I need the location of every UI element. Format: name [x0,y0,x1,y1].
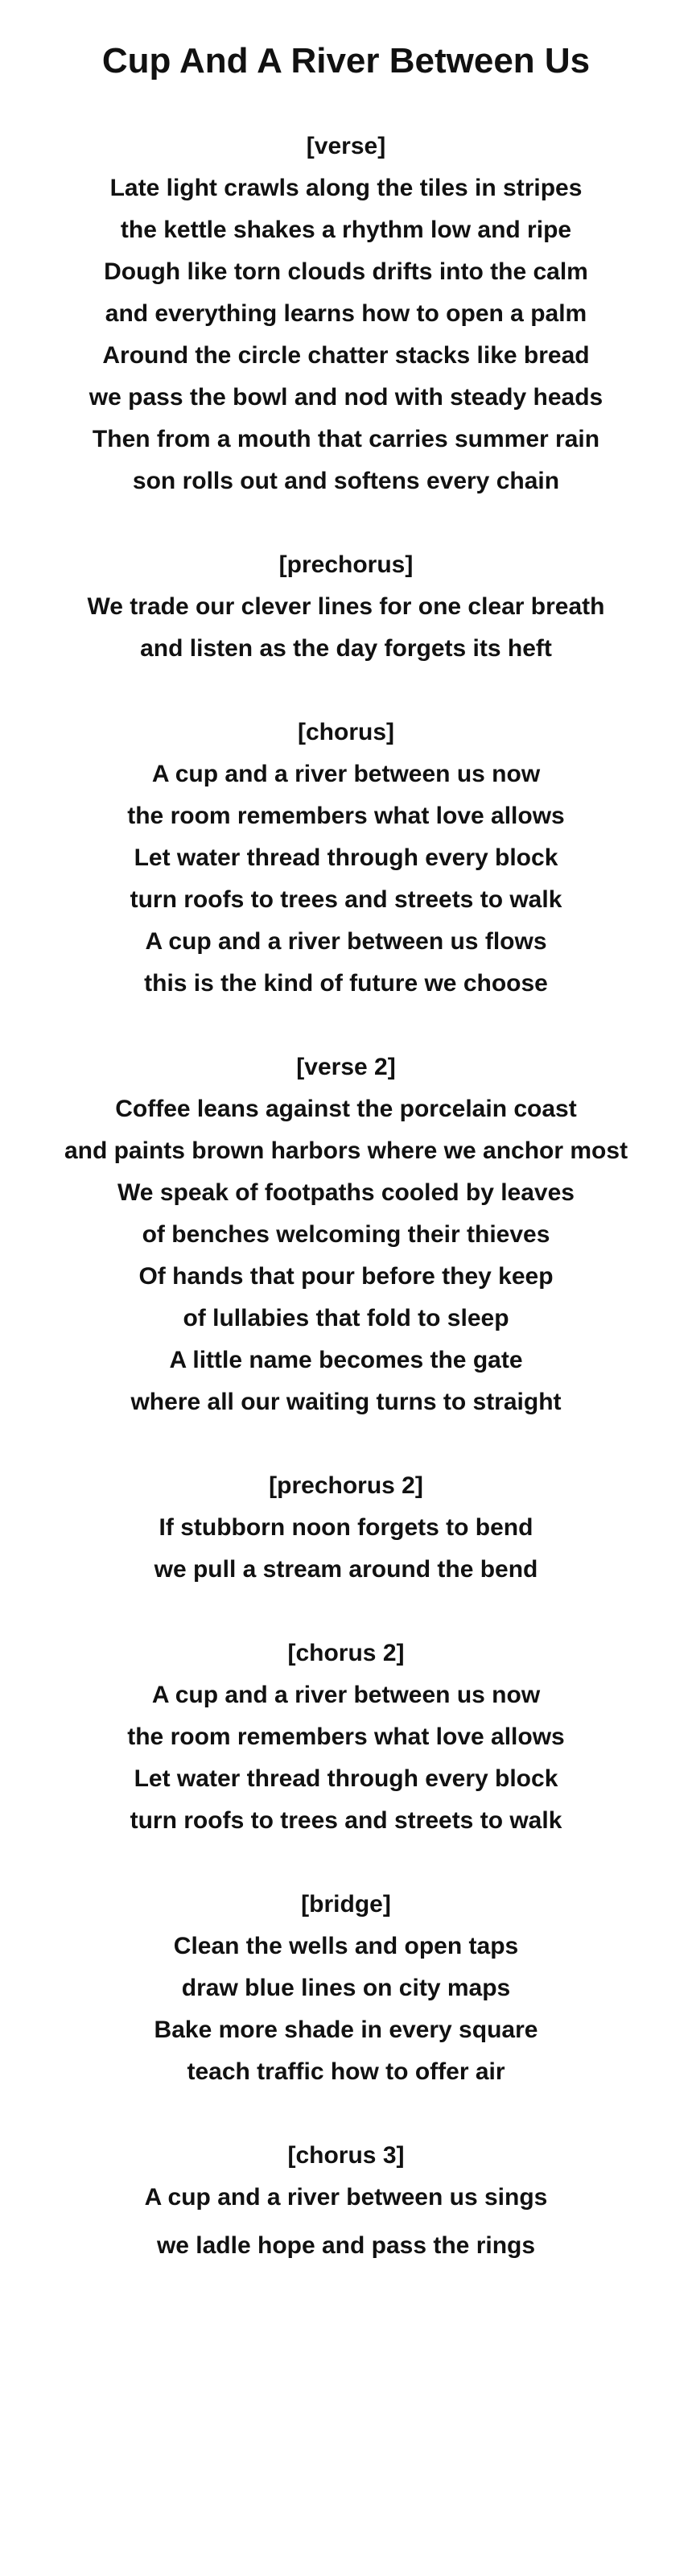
lyric-line: teach traffic how to offer air [187,2058,505,2085]
lyric-line: and paints brown harbors where we anchor most [64,1137,628,1164]
section-label: [chorus 2] [287,1640,405,1666]
lyric-line: Bake more shade in every square [154,2017,538,2043]
lyric-line: turn roofs to trees and streets to walk [130,886,562,913]
lyric-line: A cup and a river between us flows [145,928,547,955]
lyric-line: of lullabies that fold to sleep [183,1305,509,1331]
lyrics-section [0,544,692,670]
lyric-line: the room remembers what love allows [127,803,565,829]
lyric-line: Then from a mouth that carries summer rain [92,426,600,452]
lyric-line: Late light crawls along the tiles in stripes [109,175,583,201]
lyric-line: we ladle hope and pass the rings [156,2232,536,2259]
lyric-line: A cup and a river between us sings [144,2184,548,2211]
section-label: [verse] [306,133,386,159]
lyric-line: Clean the wells and open taps [173,1933,519,1959]
lyric-line: of benches welcoming their thieves [142,1221,550,1248]
lyric-line: son rolls out and softens every chain [132,468,560,494]
lyric-line: the room remembers what love allows [127,1724,565,1750]
section-label: [prechorus] [278,551,414,578]
section-label: [chorus] [298,719,394,745]
section-label: [bridge] [301,1891,391,1918]
lyric-line: where all our waiting turns to straight [130,1389,562,1415]
lyrics-section [0,1465,692,1591]
lyrics-section [0,712,692,1005]
lyrics-section [0,1884,692,2093]
lyrics-body [0,126,692,2267]
lyric-line: We trade our clever lines for one clear breath [87,593,605,620]
section-label: [chorus 3] [287,2142,405,2169]
lyric-line: Of hands that pour before they keep [138,1263,554,1290]
lyrics-section [0,126,692,502]
lyrics-section [0,1046,692,1423]
lyric-line: Let water thread through every block [134,1765,558,1792]
section-label: [verse 2] [296,1054,396,1080]
lyric-line: we pull a stream around the bend [154,1556,538,1583]
lyrics-section [0,2135,692,2267]
lyric-line: this is the kind of future we choose [144,970,548,997]
lyric-line: the kettle shakes a rhythm low and ripe [120,217,572,243]
lyric-line: Dough like torn clouds drifts into the calm [104,258,588,285]
lyric-line: We speak of footpaths cooled by leaves [117,1179,575,1206]
lyric-line: and listen as the day forgets its heft [140,635,552,662]
lyric-line: we pass the bowl and nod with steady heads [89,384,603,411]
lyric-line: turn roofs to trees and streets to walk [130,1807,562,1834]
lyric-line: If stubborn noon forgets to bend [159,1514,533,1541]
section-label: [prechorus 2] [269,1472,423,1499]
song-title: Cup And A River Between Us [101,41,591,80]
lyric-line: A cup and a river between us now [151,1682,541,1708]
lyrics-section [0,1633,692,1842]
lyric-line: A little name becomes the gate [169,1347,523,1373]
lyric-line: A cup and a river between us now [151,761,541,787]
lyric-line: Coffee leans against the porcelain coast [115,1096,577,1122]
lyric-line: draw blue lines on city maps [181,1975,511,2001]
lyric-line: Let water thread through every block [134,844,558,871]
lyric-line: and everything learns how to open a palm [105,300,587,327]
lyric-line: Around the circle chatter stacks like bread [102,342,590,369]
